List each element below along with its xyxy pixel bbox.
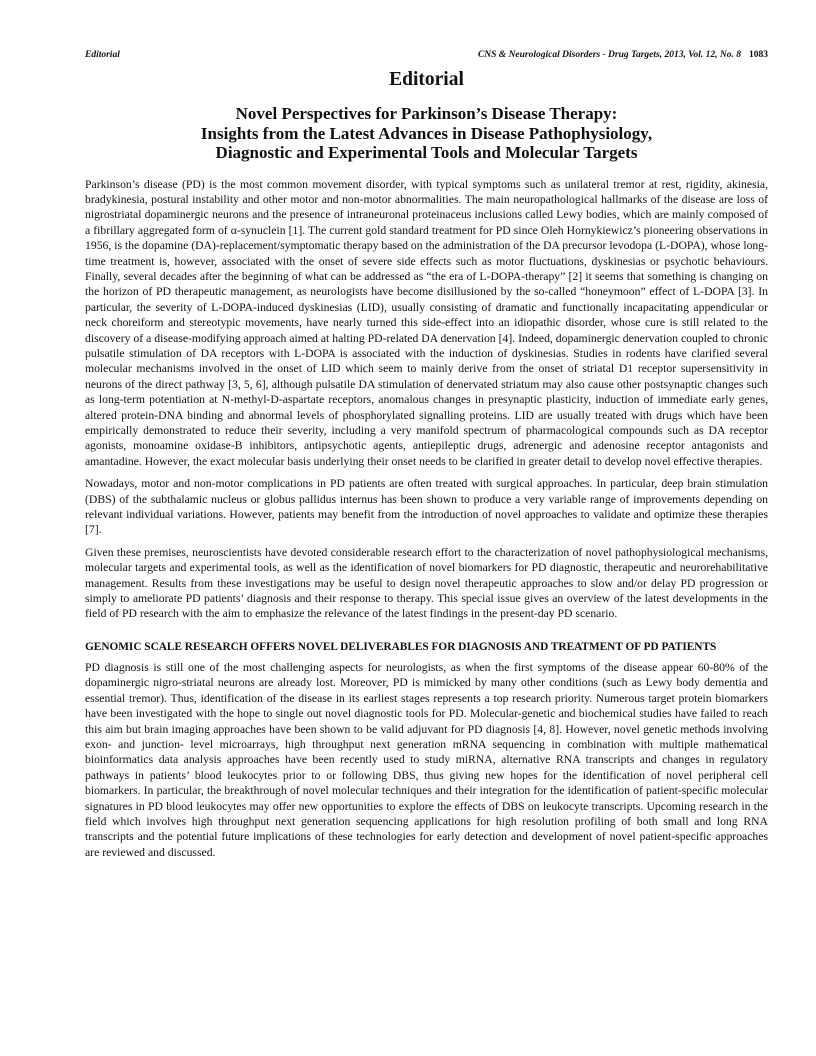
title-line: Diagnostic and Experimental Tools and Molecular Targets: [215, 143, 638, 162]
page-number: 1083: [749, 50, 768, 60]
subsection-heading: GENOMIC SCALE RESEARCH OFFERS NOVEL DELIVERABLES FOR DIAGNOSIS AND TREATMENT OF PD PATIENTS: [85, 640, 717, 653]
title-line: Novel Perspectives for Parkinson’s Disease Therapy:: [235, 104, 618, 123]
section-heading: Editorial: [389, 69, 464, 90]
page: [85, 50, 768, 867]
paragraph: Parkinson’s disease (PD) is the most common movement disorder, with typical symptoms such as unilateral tremor at rest, rigidity, akinesia, bradykinesia, postural instability and other motor and non-motor abnormalities. The main neuropathological hallmarks of the disease are loss of nigrostriatal dopaminergic neurons and the presence of intraneuronal proteinaceus inclusions called Lewy bodies, which are mainly composed of a fibrillary aggregated form of α-synuclein [1]. The current gold standard treatment for PD since Oleh Hornykiewicz’s pioneering observations in 1956, is the dopamine (DA)-replacement/symptomatic therapy based on the administration of the DA precursor levodopa (L-DOPA), whose long-time treatment is, however, associated with the onset of severe side effects such as motor fluctuations, dyskinesias or psychotic behaviours. Finally, several decades after the beginning of what can be addressed as “the era of L-DOPA-therapy” [2] it seems that something is changing on the horizon of PD therapeutic management, as neurologists have become disillusioned by the so-called “honeymoon” effect of L-DOPA [3]. In particular, the severity of L-DOPA-induced dyskinesias (LID), usually consisting of dramatic and functionally incapacitating appendicular or neck choreiform and stereotypic movements, have nearly turned this side-effect into an idiopathic disorder, whose cure is still related to the discovery of a disease-modifying approach aimed at halting PD-related DA denervation [4]. Indeed, dopaminergic denervation coupled to chronic pulsatile stimulation of DA receptors with L-DOPA is associated with the induction of dyskinesias. Studies in rodents have clarified several molecular mechanisms involved in the onset of LID which seem to mainly derive from the onset of striatal D1 receptor supersensitivity in neurons of the direct pathway [3, 5, 6], although pulsatile DA stimulation of denervated striatum may also cause other postsynaptic changes such as long-term potentiation at N-methyl-D-aspartate receptors, anomalous changes in presynaptic plasticity, induction of immediate early genes, altered protein-DNA binding and abnormal levels of phosphorylated signalling proteins. LID are usually treated with drugs which have been empirically demonstrated to reduce their severity, including a very manifold spectrum of pharmacological compounds such as DA receptor agonists, monoamine oxidase-B inhibitors, antipsychotic agents, antiepileptic drugs, adrenergic and adenosine receptor antagonists and amantadine. However, the exact molecular basis underlying their onset needs to be clarified in greater detail to develop novel effective therapies.: [85, 177, 768, 468]
header-section-label: Editorial: [85, 50, 120, 60]
title-line: Insights from the Latest Advances in Disease Pathophysiology,: [200, 123, 653, 143]
article-title: [85, 104, 768, 163]
paragraph: Given these premises, neuroscientists have devoted considerable research effort to the characterization of novel pathophysiological mechanisms, molecular targets and experimental tools, as well as the identification of novel biomarkers for PD diagnostic, therapeutic and neurorehabilitative management. Results from these investigations may be useful to design novel therapeutic approaches to slow and/or delay PD progression or simply to ameliorate PD patients’ diagnosis and their response to therapy. This special issue gives an overview of the latest developments in the field of PD research with the aim to emphasize the relevance of the latest findings in the present-day PD scenario.: [85, 545, 768, 621]
running-header: [85, 50, 768, 64]
paragraph: PD diagnosis is still one of the most challenging aspects for neurologists, as when the first symptoms of the disease appear 60-80% of the dopaminergic nigro-striatal neurons are already lost. Moreover, PD is mimicked by many other conditions (such as Lewy body dementia and essential tremor). Thus, identification of the disease in its earliest stages represents a top research priority. Numerous target protein biomarkers have been investigated with the hope to single out novel diagnostic tools for PD. Molecular-genetic and biochemical studies have failed to reach this aim but brain imaging approaches have been shown to be valid adjuvant for PD diagnosis [4, 8]. However, novel genetic methods involving exon- and junction- level microarrays, high throughput next generation mRNA sequencing in combination with multiple mathematical bioinformatics data analysis approaches have been recently used to study miRNA, alternative RNA transcripts and changes in regulatory pathways in patients’ blood leukocytes prior to or following DBS, thus giving new hopes for the identification of novel peripheral cell biomarkers. In particular, the breakthrough of novel molecular techniques and their integration for the identification of patient-specific molecular signatures in PD blood leukocytes may offer new opportunities to explore the effects of DBS on leukocyte transcripts. Upcoming research in the field which involves high throughput next generation sequencing applications for high resolution profiling of both small and long RNA transcripts and the potential future implications of these technologies for early detection and development of novel patient-specific approaches are reviewed and discussed.: [85, 660, 768, 859]
header-journal-info: [478, 50, 768, 64]
article-body: [85, 177, 768, 861]
paragraph: Nowadays, motor and non-motor complications in PD patients are often treated with surgical approaches. In particular, deep brain stimulation (DBS) of the subthalamic nucleus or globus pallidus internus has been shown to produce a very variable range of improvements depending on relevant individual variations. However, patients may benefit from the introduction of novel approaches to validate and optimize these therapies [7].: [85, 477, 768, 537]
journal-citation: CNS & Neurological Disorders - Drug Targets, 2013, Vol. 12, No. 8: [477, 50, 741, 60]
